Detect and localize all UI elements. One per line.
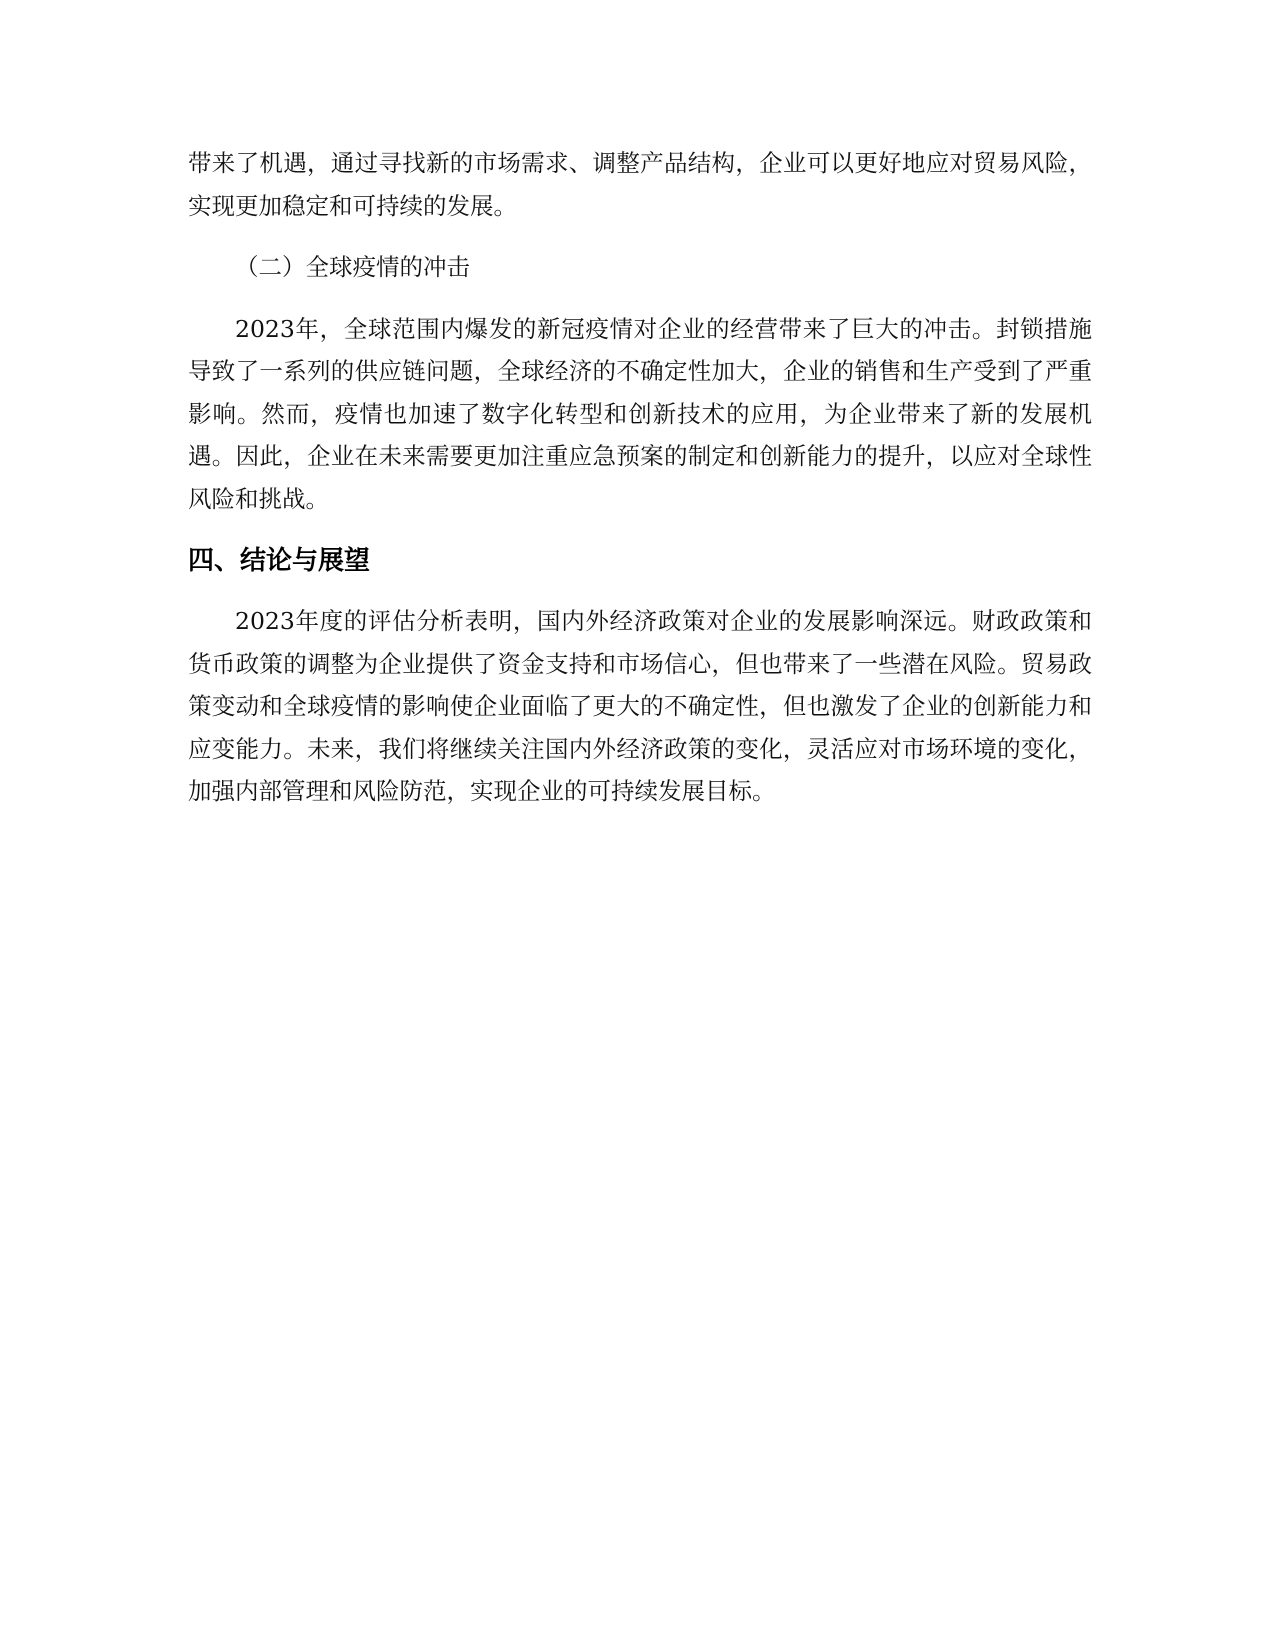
subsection-heading: （二）全球疫情的冲击 (235, 253, 470, 281)
section-heading-conclusion: 四、结论与展望 (188, 546, 371, 576)
paragraph-continuation: 带来了机遇，通过寻找新的市场需求、调整产品结构，企业可以更好地应对贸易风险，实现更加稳定和可持续的发展。 (188, 149, 1092, 220)
document-body (188, 142, 1092, 813)
paragraph-pandemic-impact: 2023年，全球范围内爆发的新冠疫情对企业的经营带来了巨大的冲击。封锁措施导致了一系列的供应链问题，全球经济的不确定性加大，企业的销售和生产受到了严重影响。然而，疫情也加速了数字化转型和创新技术的应用，为企业带来了新的发展机遇。因此，企业在未来需要更加注重应急预案的制定和创新能力的提升，以应对全球性风险和挑战。 (188, 314, 1092, 513)
paragraph-conclusion: 2023年度的评估分析表明，国内外经济政策对企业的发展影响深远。财政政策和货币政策的调整为企业提供了资金支持和市场信心，但也带来了一些潜在风险。贸易政策变动和全球疫情的影响使企业面临了更大的不确定性，但也激发了企业的创新能力和应变能力。未来，我们将继续关注国内外经济政策的变化，灵活应对市场环境的变化，加强内部管理和风险防范，实现企业的可持续发展目标。 (188, 607, 1092, 805)
